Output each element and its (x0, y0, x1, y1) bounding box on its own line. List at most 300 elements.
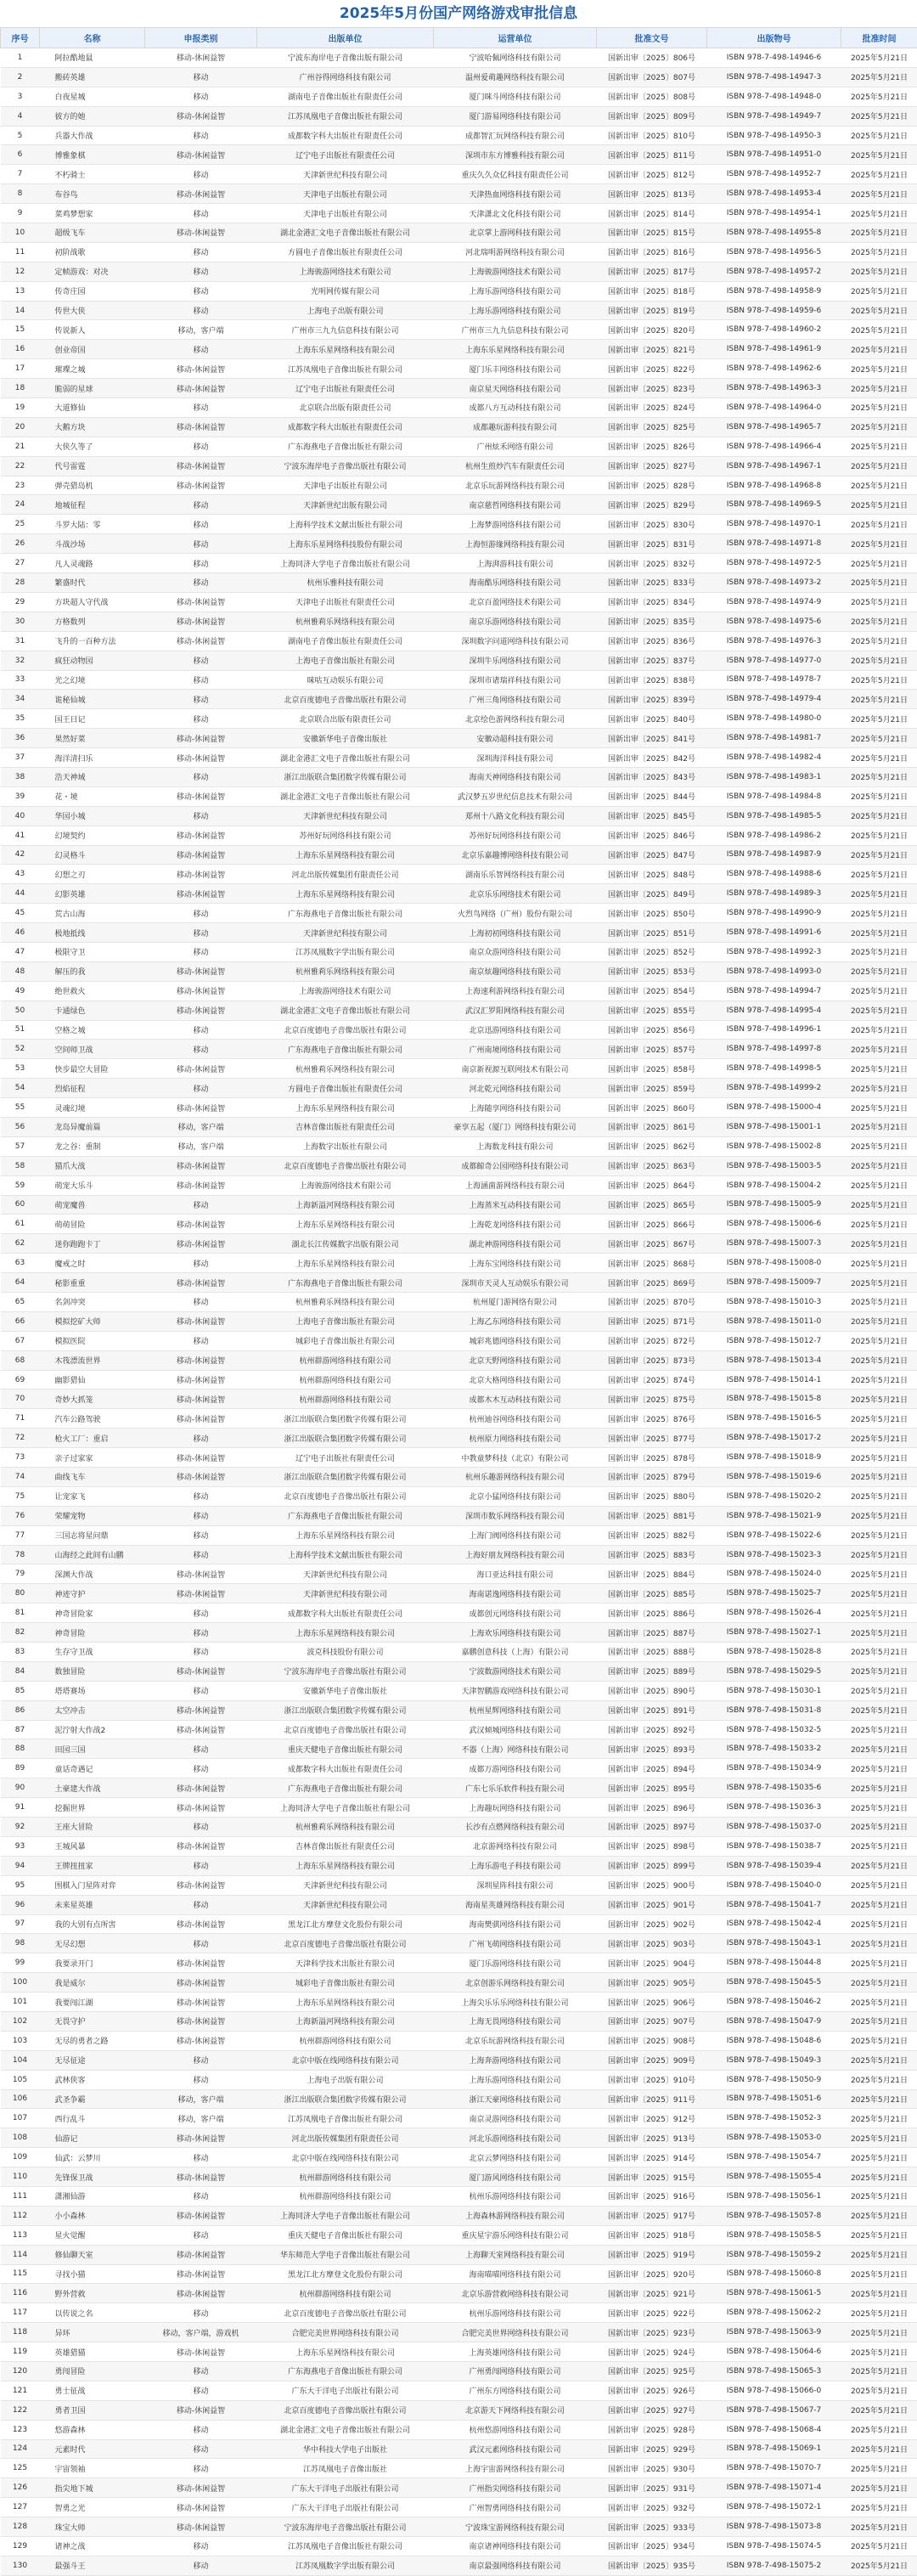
cell-category: 移动 (145, 2381, 257, 2400)
cell-operator: 深圳市数乐网络科技有限公司 (434, 1506, 597, 1525)
cell-publisher: 上海电子出版有限公司 (257, 2070, 434, 2089)
cell-category: 移动 (145, 2225, 257, 2245)
cell-publisher: 波克科技股份有限公司 (257, 1643, 434, 1662)
cell-category: 移动-休闲益智 (145, 1564, 257, 1584)
cell-approval-date: 2025年5月21日 (841, 1993, 917, 2012)
cell-approval-no: 国新出审〔2025〕845号 (597, 806, 707, 826)
cell-name: 泥泞射大作战2 (40, 1720, 145, 1739)
cell-approval-no: 国新出审〔2025〕883号 (597, 1545, 707, 1564)
cell-name: 诡秘仙城 (40, 690, 145, 709)
cell-index: 128 (1, 2517, 40, 2537)
cell-index: 27 (1, 554, 40, 573)
cell-approval-date: 2025年5月21日 (841, 2148, 917, 2167)
cell-operator: 广州三角网络科技有限公司 (434, 690, 597, 709)
cell-name: 无尽的勇者之路 (40, 2031, 145, 2050)
cell-operator: 火烈鸟网络（广州）股份有限公司 (434, 904, 597, 923)
cell-category: 移动 (145, 1545, 257, 1564)
cell-approval-date: 2025年5月21日 (841, 1311, 917, 1331)
table-row (1, 729, 917, 748)
cell-isbn: ISBN 978-7-498-14950-3 (707, 126, 841, 145)
cell-approval-date: 2025年5月21日 (841, 1914, 917, 1934)
cell-name: 枪火工厂：重启 (40, 1429, 145, 1448)
cell-publisher: 黑龙江北方摩登文化股份有限公司 (257, 1914, 434, 1934)
cell-publisher: 宁波东海岸电子音像出版有限公司 (257, 48, 434, 68)
table-row (1, 1506, 917, 1525)
cell-approval-no: 国新出审〔2025〕915号 (597, 2167, 707, 2187)
cell-operator: 厦门游风网络科技有限公司 (434, 2167, 597, 2187)
cell-approval-date: 2025年5月21日 (841, 942, 917, 961)
cell-operator: 上海恒游缘网络科技有限公司 (434, 534, 597, 554)
cell-operator: 上海湃游科技有限公司 (434, 554, 597, 573)
cell-operator: 杭州悠游网络科技有限公司 (434, 2420, 597, 2439)
cell-category: 移动-休闲益智 (145, 1389, 257, 1409)
cell-name: 大道修仙 (40, 398, 145, 418)
cell-operator: 武汉元素网络科技有限公司 (434, 2439, 597, 2459)
cell-approval-date: 2025年5月21日 (841, 2303, 917, 2323)
cell-name: 国王日记 (40, 709, 145, 729)
cell-publisher: 江苏凤凰电子音像出版社有限公司 (257, 106, 434, 126)
cell-operator: 武汉梦五岁世纪信息技术有限公司 (434, 786, 597, 806)
cell-name: 兵器大作战 (40, 126, 145, 145)
cell-publisher: 北京中版在线网络科技有限公司 (257, 2050, 434, 2070)
cell-name: 代号雷霆 (40, 456, 145, 476)
cell-isbn: ISBN 978-7-498-15075-2 (707, 2556, 841, 2575)
cell-index: 130 (1, 2556, 40, 2575)
cell-operator: 杭州星辉网络科技有限公司 (434, 1700, 597, 1720)
cell-operator: 北京乐嘉趣博网络科技有限公司 (434, 845, 597, 865)
cell-approval-date: 2025年5月21日 (841, 1079, 917, 1098)
table-row (1, 2498, 917, 2517)
cell-approval-no: 国新出审〔2025〕917号 (597, 2206, 707, 2225)
cell-approval-no: 国新出审〔2025〕834号 (597, 592, 707, 612)
cell-category: 移动-休闲益智 (145, 2284, 257, 2303)
table-row (1, 2439, 917, 2459)
table-row (1, 2420, 917, 2439)
cell-index: 109 (1, 2148, 40, 2167)
cell-publisher: 方圆电子音像出版社有限责任公司 (257, 242, 434, 262)
cell-isbn: ISBN 978-7-498-15023-3 (707, 1545, 841, 1564)
cell-publisher: 浙江出版联合集团数字传媒有限公司 (257, 1468, 434, 1487)
cell-category: 移动 (145, 904, 257, 923)
cell-index: 41 (1, 826, 40, 845)
cell-name: 不朽骑士 (40, 165, 145, 184)
cell-category: 移动，客户端 (145, 320, 257, 340)
cell-index: 102 (1, 2011, 40, 2031)
cell-approval-no: 国新出审〔2025〕814号 (597, 204, 707, 223)
cell-name: 迷你跑跑卡丁 (40, 1234, 145, 1254)
cell-name: 童话奇遇记 (40, 1759, 145, 1778)
cell-operator: 北京天野网络科技有限公司 (434, 1350, 597, 1370)
cell-operator: 广州指尖网络科技有限公司 (434, 2478, 597, 2498)
cell-approval-date: 2025年5月21日 (841, 1798, 917, 1818)
cell-operator: 上海乾龙网络科技有限公司 (434, 1215, 597, 1234)
cell-name: 彼方的她 (40, 106, 145, 126)
cell-approval-date: 2025年5月21日 (841, 826, 917, 845)
cell-publisher: 上海东乐星网络科技有限公司 (257, 1098, 434, 1118)
cell-operator: 上海蒸米互动科技有限公司 (434, 1195, 597, 1215)
cell-publisher: 广东大干洋电子出版社有限公司 (257, 2478, 434, 2498)
cell-index: 4 (1, 106, 40, 126)
cell-operator: 湖北神游网络科技有限公司 (434, 1234, 597, 1254)
cell-approval-no: 国新出审〔2025〕807号 (597, 67, 707, 87)
cell-publisher: 吉林音像出版社有限责任公司 (257, 1117, 434, 1136)
cell-approval-no: 国新出审〔2025〕851号 (597, 923, 707, 943)
col-header-name: 名称 (40, 28, 145, 48)
cell-name: 王城风暴 (40, 1836, 145, 1856)
cell-isbn: ISBN 978-7-498-15050-9 (707, 2070, 841, 2089)
cell-index: 40 (1, 806, 40, 826)
cell-approval-date: 2025年5月21日 (841, 748, 917, 768)
cell-index: 16 (1, 340, 40, 359)
col-header-category: 申报类别 (145, 28, 257, 48)
cell-index: 90 (1, 1778, 40, 1798)
table-row (1, 806, 917, 826)
cell-isbn: ISBN 978-7-498-14981-7 (707, 729, 841, 748)
cell-index: 44 (1, 884, 40, 904)
cell-approval-no: 国新出审〔2025〕839号 (597, 690, 707, 709)
cell-operator: 上海无畏网络科技有限公司 (434, 2011, 597, 2031)
cell-name: 神奇冒险家 (40, 1604, 145, 1623)
table-row (1, 2264, 917, 2284)
cell-name: 寻找小猫 (40, 2264, 145, 2284)
cell-isbn: ISBN 978-7-498-15005-9 (707, 1195, 841, 1215)
cell-approval-no: 国新出审〔2025〕907号 (597, 2011, 707, 2031)
table-row (1, 67, 917, 87)
cell-category: 移动-休闲益智 (145, 2342, 257, 2362)
cell-category: 移动-休闲益智 (145, 1409, 257, 1429)
cell-publisher: 杭州雅莉乐网络科技有限公司 (257, 1059, 434, 1079)
cell-publisher: 杭州群游网络科技有限公司 (257, 2186, 434, 2206)
cell-operator: 重庆星宇游乐网络科技有限公司 (434, 2225, 597, 2245)
cell-name: 猫爪大战 (40, 1156, 145, 1175)
cell-index: 12 (1, 262, 40, 281)
cell-isbn: ISBN 978-7-498-14957-2 (707, 262, 841, 281)
cell-publisher: 杭州群游网络科技有限公司 (257, 2031, 434, 2050)
cell-approval-no: 国新出审〔2025〕824号 (597, 398, 707, 418)
cell-approval-no: 国新出审〔2025〕923号 (597, 2323, 707, 2342)
cell-approval-no: 国新出审〔2025〕913号 (597, 2128, 707, 2148)
table-row (1, 573, 917, 593)
cell-approval-date: 2025年5月21日 (841, 1254, 917, 1273)
cell-approval-no: 国新出审〔2025〕833号 (597, 573, 707, 593)
cell-category: 移动-休闲益智 (145, 2517, 257, 2537)
cell-publisher: 广东海燕电子音像出版社有限公司 (257, 904, 434, 923)
cell-name: 勇者卫国 (40, 2400, 145, 2420)
cell-index: 114 (1, 2245, 40, 2264)
cell-isbn: ISBN 978-7-498-15047-9 (707, 2011, 841, 2031)
cell-operator: 北京游天下网络科技有限公司 (434, 2400, 597, 2420)
cell-name: 星火觉醒 (40, 2225, 145, 2245)
cell-index: 112 (1, 2206, 40, 2225)
cell-publisher: 宁波东海岸电子音像出版社有限公司 (257, 2517, 434, 2537)
cell-name: 创业帝国 (40, 340, 145, 359)
cell-index: 58 (1, 1156, 40, 1175)
cell-approval-no: 国新出审〔2025〕893号 (597, 1739, 707, 1759)
table-row (1, 456, 917, 476)
cell-isbn: ISBN 978-7-498-15066-0 (707, 2381, 841, 2400)
table-row (1, 262, 917, 281)
cell-operator: 海南星英雄网络科技有限公司 (434, 1895, 597, 1914)
cell-index: 84 (1, 1661, 40, 1681)
table-row (1, 534, 917, 554)
cell-index: 104 (1, 2050, 40, 2070)
cell-isbn: ISBN 978-7-498-15033-2 (707, 1739, 841, 1759)
cell-name: 初阶战歌 (40, 242, 145, 262)
cell-index: 94 (1, 1856, 40, 1875)
cell-name: 以传说之名 (40, 2303, 145, 2323)
cell-publisher: 上海东乐星网络科技有限公司 (257, 340, 434, 359)
cell-publisher: 北京百度德电子音像出版社有限公司 (257, 2303, 434, 2323)
cell-name: 疯狂动物园 (40, 651, 145, 670)
cell-name: 龙之谷：重制 (40, 1136, 145, 1156)
cell-name: 武圣争霸 (40, 2089, 145, 2109)
cell-publisher: 杭州雅莉乐网络科技有限公司 (257, 612, 434, 631)
table-row (1, 2323, 917, 2342)
cell-isbn: ISBN 978-7-498-15058-5 (707, 2225, 841, 2245)
cell-publisher: 上海东乐星网络科技有限公司 (257, 1623, 434, 1643)
cell-category: 移动-休闲益智 (145, 1953, 257, 1973)
cell-category: 移动 (145, 670, 257, 690)
cell-approval-no: 国新出审〔2025〕854号 (597, 981, 707, 1001)
cell-publisher: 天津电子出版社有限公司 (257, 184, 434, 204)
cell-operator: 海南喵喵网络科技有限公司 (434, 2264, 597, 2284)
cell-approval-date: 2025年5月21日 (841, 48, 917, 68)
cell-category: 移动 (145, 2556, 257, 2575)
cell-operator: 海南樊骐网络科技有限公司 (434, 1914, 597, 1934)
cell-index: 25 (1, 515, 40, 534)
cell-approval-no: 国新出审〔2025〕822号 (597, 359, 707, 379)
cell-name: 奇妙大抓笼 (40, 1389, 145, 1409)
cell-operator: 上海乐游网络科技有限公司 (434, 281, 597, 301)
cell-publisher: 广东大干洋电子出版社有限公司 (257, 2498, 434, 2517)
cell-approval-no: 国新出审〔2025〕927号 (597, 2400, 707, 2420)
cell-publisher: 北京中版在线网络科技有限公司 (257, 2148, 434, 2167)
cell-name: 飞升的一百种方法 (40, 631, 145, 651)
cell-publisher: 华中科技大学电子出版社 (257, 2439, 434, 2459)
cell-name: 异环 (40, 2323, 145, 2342)
cell-approval-no: 国新出审〔2025〕873号 (597, 1350, 707, 1370)
cell-operator: 南京新视源互联网技术有限公司 (434, 1059, 597, 1079)
cell-publisher: 上海东乐星网络科技有限公司 (257, 845, 434, 865)
cell-operator: 南京星天网络科技有限公司 (434, 379, 597, 398)
table-row (1, 1331, 917, 1350)
cell-publisher: 天津电子出版社有限责任公司 (257, 592, 434, 612)
cell-isbn: ISBN 978-7-498-15065-3 (707, 2361, 841, 2381)
cell-index: 45 (1, 904, 40, 923)
cell-publisher: 天津新世纪科技有限公司 (257, 806, 434, 826)
cell-approval-date: 2025年5月21日 (841, 786, 917, 806)
cell-approval-date: 2025年5月21日 (841, 2361, 917, 2381)
cell-index: 53 (1, 1059, 40, 1079)
cell-isbn: ISBN 978-7-498-15059-2 (707, 2245, 841, 2264)
cell-operator: 上海数龙科技有限公司 (434, 1136, 597, 1156)
cell-publisher: 上海科学技术文献出版社有限公司 (257, 1545, 434, 1564)
cell-approval-no: 国新出审〔2025〕849号 (597, 884, 707, 904)
table-row (1, 515, 917, 534)
cell-category: 移动-休闲益智 (145, 1156, 257, 1175)
cell-category: 移动-休闲益智 (145, 456, 257, 476)
cell-name: 无尽幻想 (40, 1934, 145, 1953)
table-row (1, 1700, 917, 1720)
cell-isbn: ISBN 978-7-498-14963-3 (707, 379, 841, 398)
table-row (1, 1195, 917, 1215)
table-row (1, 554, 917, 573)
cell-category: 移动 (145, 1856, 257, 1875)
cell-category: 移动 (145, 1506, 257, 1525)
cell-operator: 上海宇宙游网络科技有限公司 (434, 2459, 597, 2478)
cell-index: 21 (1, 437, 40, 456)
cell-category: 移动 (145, 923, 257, 943)
cell-operator: 河北瑞明游网络科技有限公司 (434, 242, 597, 262)
table-row (1, 1934, 917, 1953)
cell-approval-date: 2025年5月21日 (841, 398, 917, 418)
cell-index: 57 (1, 1136, 40, 1156)
cell-category: 移动 (145, 67, 257, 87)
cell-publisher: 江苏凤凰电子音像出版社有限公司 (257, 2109, 434, 2128)
cell-isbn: ISBN 978-7-498-15036-3 (707, 1798, 841, 1818)
cell-index: 71 (1, 1409, 40, 1429)
cell-isbn: ISBN 978-7-498-15045-5 (707, 1973, 841, 1993)
cell-name: 果然好菜 (40, 729, 145, 748)
table-row (1, 87, 917, 106)
cell-approval-date: 2025年5月21日 (841, 1059, 917, 1079)
table-row (1, 2361, 917, 2381)
table-row (1, 1409, 917, 1429)
table-row (1, 1079, 917, 1098)
cell-isbn: ISBN 978-7-498-15000-4 (707, 1098, 841, 1118)
cell-isbn: ISBN 978-7-498-15062-2 (707, 2303, 841, 2323)
cell-approval-date: 2025年5月21日 (841, 1856, 917, 1875)
table-row (1, 767, 917, 786)
cell-operator: 浙江天豪网络科技有限公司 (434, 2089, 597, 2109)
cell-publisher: 上海东乐星网络科技有限公司 (257, 1856, 434, 1875)
table-row (1, 1175, 917, 1195)
table-row (1, 1895, 917, 1914)
cell-category: 移动 (145, 1818, 257, 1837)
cell-publisher: 上海新溢河网络科技有限公司 (257, 2011, 434, 2031)
table-row (1, 592, 917, 612)
cell-index: 37 (1, 748, 40, 768)
cell-approval-no: 国新出审〔2025〕829号 (597, 495, 707, 515)
cell-approval-date: 2025年5月21日 (841, 1681, 917, 1700)
cell-isbn: ISBN 978-7-498-14960-2 (707, 320, 841, 340)
table-row (1, 2381, 917, 2400)
table-row (1, 1778, 917, 1798)
cell-publisher: 北京百度德电子音像出版社有限公司 (257, 1156, 434, 1175)
cell-publisher: 广东海燕电子音像出版社有限公司 (257, 1506, 434, 1525)
cell-approval-no: 国新出审〔2025〕841号 (597, 729, 707, 748)
cell-name: 超级飞车 (40, 223, 145, 243)
table-row (1, 961, 917, 981)
cell-publisher: 城彩电子音像出版社有限公司 (257, 1331, 434, 1350)
cell-isbn: ISBN 978-7-498-15015-8 (707, 1389, 841, 1409)
cell-approval-date: 2025年5月21日 (841, 1136, 917, 1156)
cell-approval-date: 2025年5月21日 (841, 651, 917, 670)
cell-name: 华园小城 (40, 806, 145, 826)
cell-operator: 北京乐玩游网络科技有限公司 (434, 476, 597, 495)
cell-index: 63 (1, 1254, 40, 1273)
cell-index: 55 (1, 1098, 40, 1118)
cell-approval-no: 国新出审〔2025〕821号 (597, 340, 707, 359)
cell-approval-date: 2025年5月21日 (841, 1545, 917, 1564)
cell-approval-no: 国新出审〔2025〕840号 (597, 709, 707, 729)
cell-isbn: ISBN 978-7-498-15053-0 (707, 2128, 841, 2148)
cell-approval-date: 2025年5月21日 (841, 1759, 917, 1778)
cell-index: 87 (1, 1720, 40, 1739)
cell-approval-date: 2025年5月21日 (841, 1234, 917, 1254)
cell-publisher: 湖北金港汇文电子音像出版社有限公司 (257, 1001, 434, 1020)
cell-name: 名剑冲突 (40, 1293, 145, 1312)
cell-name: 布谷鸟 (40, 184, 145, 204)
cell-category: 移动-休闲益智 (145, 417, 257, 437)
cell-operator: 深圳市东方博雅科技有限公司 (434, 145, 597, 165)
cell-isbn: ISBN 978-7-498-14954-1 (707, 204, 841, 223)
cell-category: 移动-休闲益智 (145, 884, 257, 904)
cell-approval-no: 国新出审〔2025〕877号 (597, 1429, 707, 1448)
cell-approval-date: 2025年5月21日 (841, 1389, 917, 1409)
cell-isbn: ISBN 978-7-498-14992-3 (707, 942, 841, 961)
cell-approval-date: 2025年5月21日 (841, 961, 917, 981)
cell-category: 移动，客户端 (145, 2089, 257, 2109)
cell-operator: 广州南境网络科技有限公司 (434, 1040, 597, 1059)
table-row (1, 2206, 917, 2225)
cell-name: 修仙聊天室 (40, 2245, 145, 2264)
cell-name: 荒古山海 (40, 904, 145, 923)
cell-name: 三国志将星问鼎 (40, 1525, 145, 1545)
cell-name: 光之幻境 (40, 670, 145, 690)
cell-approval-no: 国新出审〔2025〕811号 (597, 145, 707, 165)
cell-name: 我要录开门 (40, 1953, 145, 1973)
cell-approval-no: 国新出审〔2025〕934号 (597, 2537, 707, 2556)
cell-index: 70 (1, 1389, 40, 1409)
cell-approval-no: 国新出审〔2025〕863号 (597, 1156, 707, 1175)
cell-publisher: 北京百度德电子音像出版社有限公司 (257, 1720, 434, 1739)
cell-category: 移动-休闲益智 (145, 1584, 257, 1604)
table-row (1, 281, 917, 301)
cell-category: 移动 (145, 281, 257, 301)
cell-operator: 北京创游乐网络科技有限公司 (434, 1973, 597, 1993)
cell-isbn: ISBN 978-7-498-15011-0 (707, 1311, 841, 1331)
cell-name: 荣耀宠物 (40, 1506, 145, 1525)
cell-isbn: ISBN 978-7-498-14946-6 (707, 48, 841, 68)
cell-index: 2 (1, 67, 40, 87)
cell-index: 30 (1, 612, 40, 631)
cell-approval-no: 国新出审〔2025〕874号 (597, 1370, 707, 1389)
cell-category: 移动 (145, 204, 257, 223)
cell-isbn: ISBN 978-7-498-14982-4 (707, 748, 841, 768)
cell-publisher: 北京百度德电子音像出版社有限公司 (257, 690, 434, 709)
col-header-operator: 运营单位 (434, 28, 597, 48)
cell-isbn: ISBN 978-7-498-15008-0 (707, 1254, 841, 1273)
cell-operator: 上海森林游网络科技有限公司 (434, 2206, 597, 2225)
cell-isbn: ISBN 978-7-498-15007-3 (707, 1234, 841, 1254)
cell-operator: 北京绘色游网络科技有限公司 (434, 709, 597, 729)
table-row (1, 2517, 917, 2537)
cell-index: 34 (1, 690, 40, 709)
cell-approval-no: 国新出审〔2025〕888号 (597, 1643, 707, 1662)
cell-name: 未来星英雄 (40, 1895, 145, 1914)
cell-index: 100 (1, 1973, 40, 1993)
cell-approval-date: 2025年5月21日 (841, 1720, 917, 1739)
cell-isbn: ISBN 978-7-498-15051-6 (707, 2089, 841, 2109)
cell-name: 汽车公路驾驶 (40, 1409, 145, 1429)
cell-index: 116 (1, 2284, 40, 2303)
cell-approval-date: 2025年5月21日 (841, 2537, 917, 2556)
cell-name: 深渊大作战 (40, 1564, 145, 1584)
cell-approval-no: 国新出审〔2025〕836号 (597, 631, 707, 651)
cell-approval-date: 2025年5月21日 (841, 2245, 917, 2264)
cell-approval-no: 国新出审〔2025〕901号 (597, 1895, 707, 1914)
